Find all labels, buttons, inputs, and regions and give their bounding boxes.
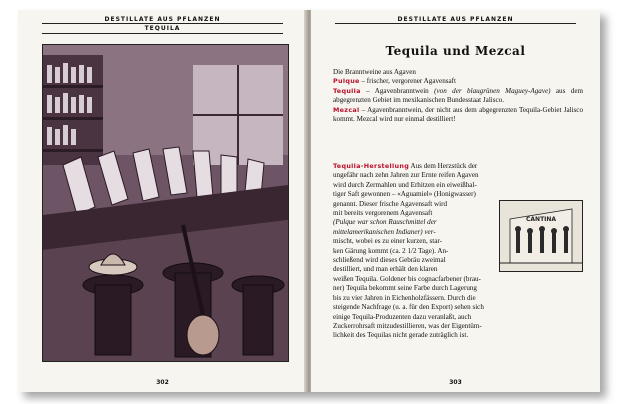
term-label: Tequila	[333, 86, 361, 95]
left-running-subheader: TEQUILA	[144, 25, 181, 32]
intro-line: Die Branntweine aus Agaven	[333, 68, 416, 76]
right-running-header: DESTILLATE AUS PFLANZEN	[397, 16, 514, 23]
section-line: destilliert, und man erhält den klaren	[333, 265, 438, 274]
left-running-header: DESTILLATE AUS PFLANZEN	[104, 16, 221, 23]
section-line: mischt, wobei es zu einer kurzen, star-	[333, 237, 442, 246]
section-line: ungefähr nach zehn Jahren zur Ernte reifen Agaven	[333, 171, 479, 180]
definition-pulque	[333, 77, 583, 86]
definition-tequila	[333, 87, 583, 106]
bar-scene-drawing	[43, 45, 288, 361]
section-line: (Pulque war schon Rauschmittel der	[333, 218, 437, 227]
right-page	[311, 10, 600, 392]
right-page-number: 303	[449, 379, 462, 386]
header-rule	[335, 23, 576, 24]
section-line: tiger Saft gewonnen – «Aguamiel» (Honigwasser)	[333, 190, 476, 199]
definition-italic: (von der blaugrünen Maguey-Agave)	[434, 86, 551, 95]
section-line: lichkeit des Tequilas nicht gerade zuträglich ist.	[333, 331, 469, 340]
header-rule	[42, 23, 283, 24]
section-line: weißen Tequila. Goldener bis cognacfarbener (brau-	[333, 274, 481, 283]
section-line: Zuckerrohrsaft mitzudestillieren, was der Eigentüm-	[333, 321, 482, 330]
section-line: schließend wird dieses Gebräu zweimal	[333, 256, 446, 265]
definitions-block	[333, 68, 583, 124]
definition-mezcal	[333, 106, 583, 125]
definition-text: – Agavenbranntwein, der nicht aus dem abgegrenzten Tequila-Gebiet Jalisco kommt. Mezcal wird nur einmal destilliert!	[333, 105, 583, 124]
left-page	[18, 10, 307, 392]
section-line: einige Tequila-Produzenten dazu veranlaßt, auch	[333, 312, 472, 321]
term-label: Mezcal	[333, 105, 360, 114]
cantina-illustration	[499, 200, 583, 272]
section-line: bis zu vier Jahren in Eichenholzfässern. Durch die	[333, 293, 476, 302]
section-line: Aus dem Herzstück der	[409, 162, 478, 170]
section-line: ner) Tequila bekommt seine Farbe durch Lagerung	[333, 284, 477, 293]
definition-text: – frischer, vergorener Agavensaft	[359, 77, 456, 86]
section-line: ken Gärung kommt (ca. 2 1/2 Tage). An-	[333, 246, 449, 255]
cantina-drawing	[500, 201, 582, 271]
section-line: mittelamerikanischen Indianer) ver-	[333, 227, 436, 236]
cantina-sign-text: CANTINA	[526, 216, 557, 223]
term-label: Pulque	[333, 77, 360, 86]
left-page-number: 302	[156, 379, 169, 386]
section-line: wird durch Zermahlen und Erhitzen ein eiweißhal-	[333, 180, 477, 189]
definition-text-rest: aus dem abgegrenzten Gebiet im mexikanischen Bundesstaat Jalisco.	[333, 86, 583, 105]
bar-scene-illustration	[42, 44, 289, 362]
section-term: Tequila-Herstellung	[333, 162, 410, 170]
chapter-title: Tequila und Mezcal	[385, 44, 526, 58]
section-first-line	[333, 162, 583, 171]
section-line: genannt. Dieser frische Agavensaft wird	[333, 199, 448, 208]
open-book	[18, 10, 600, 392]
definition-text: – Agavenbranntwein	[360, 86, 435, 95]
section-line: steigende Nachfrage (u. a. für den Export) sehen sich	[333, 303, 484, 312]
section-line: mit bereits vergorenem Agavensaft	[333, 209, 433, 218]
subheader-rule	[42, 33, 283, 34]
